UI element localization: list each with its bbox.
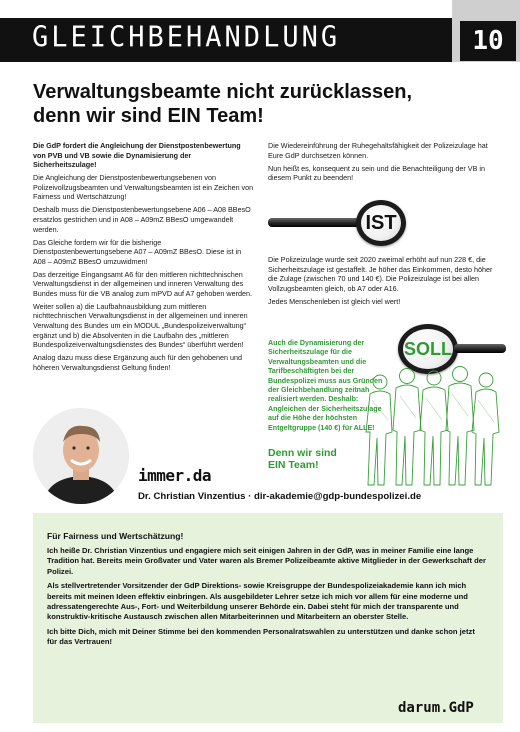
left-paragraph: Die GdP fordert die Angleichung der Dienstpostenbewertung von PVB und VB sowie die Dynamisierung der Sicherheitszulage! bbox=[33, 141, 241, 170]
magnifier-handle bbox=[454, 344, 506, 353]
left-paragraph: Das Gleiche fordern wir für die bisherige Dienstpostenbewertungsebene A07 – A09mZ BBesO. Diese ist in A08 – A09mZ BBesO umzuwidmen! bbox=[33, 237, 242, 266]
page-number: 10 bbox=[460, 21, 516, 61]
statement-text bbox=[47, 546, 487, 652]
article-headline bbox=[33, 80, 473, 128]
right-paragraph: Die Wiedereinführung der Ruhegehaltsfähigkeit der Polizeizulage hat Eure GdP durchsetzen können. bbox=[268, 141, 488, 160]
green-closing-line-1: Denn wir sind bbox=[268, 447, 337, 459]
green-closing-line-2: EIN Team! bbox=[268, 459, 319, 471]
statement-paragraph: Ich heiße Dr. Christian Vinzentius und engagiere mich seit einigen Jahren in der GdP, was in meiner Familie eine lange Tradition hat. Bereits mein Großvater und Vater waren als Bremer Polizeibeamte aktive Mitglieder in der Gewerkschaft der Polizei. bbox=[47, 546, 486, 576]
green-statement: Auch die Dynamisierung der Sicherheitszulage für die Verwaltungsbeamten und die Tarifbeschäftigten bei der Bundespolizei muss aus Gründen der Gleichbehandlung zeitnah realisiert werden. Deshalb: Angleichen der Sicherheitszulage auf die Höhe der höchsten Entgeltgruppe (140 €) für ALLE! bbox=[268, 339, 383, 432]
headline-line-2: denn wir sind EIN Team! bbox=[33, 105, 264, 127]
candidate-photo bbox=[33, 408, 129, 504]
magnifier-handle bbox=[268, 218, 364, 227]
left-paragraph: Das derzeitige Eingangsamt A6 für den mittleren nichttechnischen Verwaltungsdienst in der allgemeinen und inneren Verwaltung des Bundes muss für die VB analog zum mPVD auf A7 gehoben werden. bbox=[33, 269, 252, 298]
right-paragraph: Nun heißt es, konsequent zu sein und die Benachteiligung der VB in diesem Punkt zu beenden! bbox=[268, 163, 485, 183]
portrait-image bbox=[33, 408, 129, 504]
ist-magnifier-icon bbox=[268, 200, 438, 250]
right-paragraph: Die Polizeizulage wurde seit 2020 zweimal erhöht auf nun 228 €, die Sicherheitszulage ist gestaffelt. Je höher das Einkommen, desto höher die Zulage (zwischen 70 und 140 €). Die Polizeizulage ist bei allen Vollzugsbeamten gleich, ob A7 oder A16. bbox=[268, 255, 493, 293]
team-illustration bbox=[362, 360, 502, 490]
left-column bbox=[33, 141, 255, 376]
candidate-name-email: Dr. Christian Vinzentius · dir-akademie@gdp-bundespolizei.de bbox=[138, 491, 422, 502]
left-paragraph: Weiter sollen a) die Laufbahnausbildung zum mittleren nichttechnischen Verwaltungsdienst in der allgemeinen und inneren Verwaltung des Bundes um ein MODUL „Bundespolizeiverwaltung“ ergänzt und b) die Absolventen in die Laufbahn des „mittleren Bundespolizeiverwaltungsdienstes des Bundes“ überführt werden! bbox=[33, 301, 248, 350]
section-title: GLEICHBEHANDLUNG bbox=[32, 21, 341, 54]
statement-title: Für Fairness und Wertschätzung! bbox=[47, 531, 184, 541]
soll-label: SOLL bbox=[398, 324, 458, 374]
right-column-top bbox=[268, 141, 490, 186]
ist-label: IST bbox=[356, 200, 406, 246]
left-paragraph: Analog dazu muss diese Ergänzung auch für den gehobenen und höheren Verwaltungsdienst Geltung finden! bbox=[33, 353, 242, 372]
page-header bbox=[0, 0, 520, 70]
right-paragraph: Jedes Menschenleben ist gleich viel wert! bbox=[268, 296, 401, 306]
right-column-middle bbox=[268, 255, 496, 310]
left-paragraph: Die Angleichung der Dienstpostenbewertungsebenen von Polizeivollzugsbeamten und Verwaltungsbeamten ist ein Zeichen von Fairness und Wertschätzung! bbox=[33, 173, 254, 202]
statement-paragraph: Als stellvertretender Vorsitzender der GdP Direktions- sowie Kreisgruppe der Bundespolizeiakademie kann ich mich bereits mit meinen Ideen effektiv einbringen. Als ausgebildeter Lehrer setze ich mich vor allem für eine moderne und adressatengerechte Aus-, Fort- und Weiterbildung unserer Behörde ein. Dabei steht für mich der transparente und konstruktiv-kritische Austausch zwischen allen Mitarbeiterinnen und Mitarbeitern an oberster Stelle. bbox=[47, 581, 468, 622]
headline-line-1: Verwaltungsbeamte nicht zurücklassen, bbox=[33, 81, 413, 103]
left-paragraph: Deshalb muss die Dienstpostenbewertungsebene A06 – A08 BBesO ersatzlos gestrichen und in A08 – A09mZ BBesO umgewandelt werden. bbox=[33, 205, 251, 234]
candidate-motto: immer.da bbox=[138, 466, 212, 485]
statement-paragraph: Ich bitte Dich, mich mit Deiner Stimme bei den kommenden Personalratswahlen zu unterstützen und danke schon jetzt für das Vertrauen! bbox=[47, 626, 475, 647]
footer-brand: darum.GdP bbox=[398, 700, 474, 716]
